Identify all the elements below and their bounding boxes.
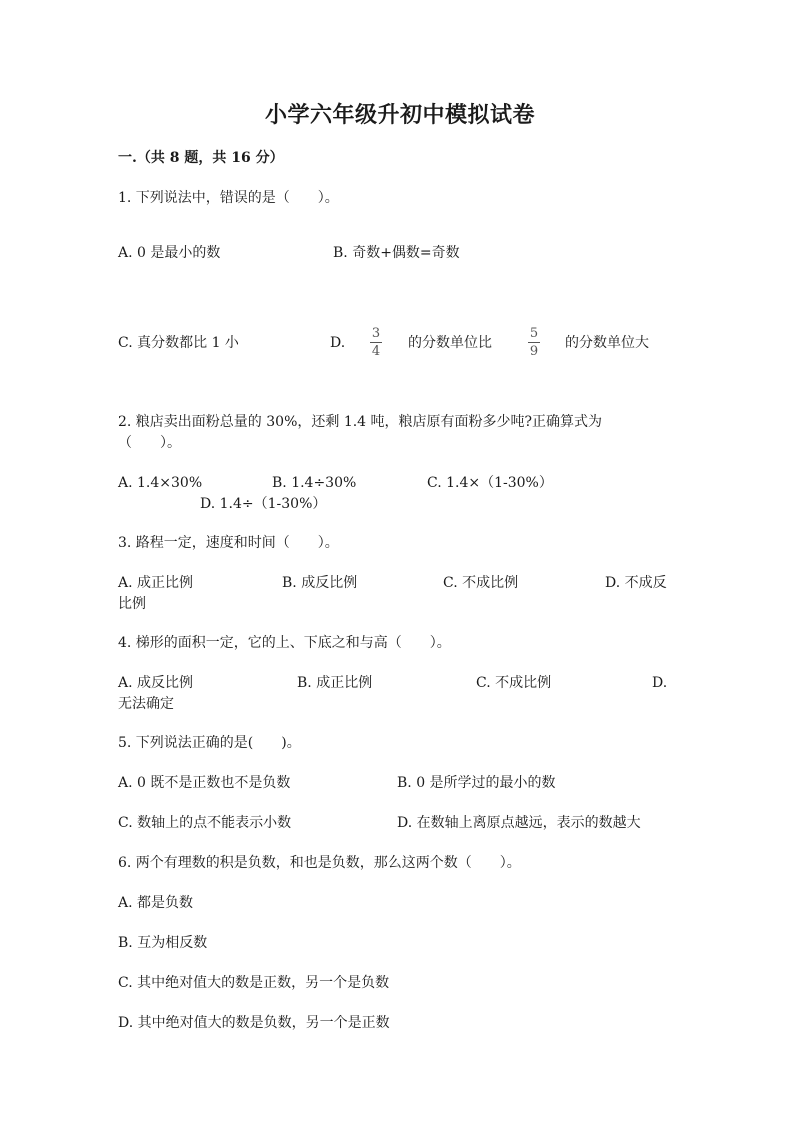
question-1-option-b: B. 奇数+偶数=奇数 — [333, 245, 460, 261]
question-5-stem: 5. 下列说法正确的是( )。 — [118, 735, 301, 751]
question-4-option-d-line-2: 无法确定 — [118, 696, 174, 712]
question-4-option-a: A. 成反比例 — [118, 675, 194, 691]
question-2-stem-line-1: 2. 粮店卖出面粉总量的 30%，还剩 1.4 吨，粮店原有面粉多少吨?正确算式为 — [118, 414, 603, 430]
question-1-option-c: C. 真分数都比 1 小 — [118, 335, 239, 351]
question-1-option-d-end: 的分数单位大 — [565, 335, 649, 351]
question-3-option-a: A. 成正比例 — [118, 575, 194, 591]
question-5-option-d: D. 在数轴上离原点越远，表示的数越大 — [397, 815, 641, 831]
fraction-numerator: 5 — [529, 326, 539, 341]
question-6-option-a: A. 都是负数 — [118, 895, 194, 911]
fraction-bar — [370, 342, 382, 343]
question-3-option-d-line-2: 比例 — [118, 596, 146, 612]
question-4-option-c: C. 不成比例 — [476, 675, 552, 691]
question-2-option-b: B. 1.4÷30% — [272, 475, 357, 491]
question-4-option-b: B. 成正比例 — [297, 675, 373, 691]
question-1-option-d-middle: 的分数单位比 — [408, 335, 492, 351]
question-6-option-d: D. 其中绝对值大的数是负数，另一个是正数 — [118, 1015, 390, 1031]
question-6-stem: 6. 两个有理数的积是负数，和也是负数，那么这两个数（ ）。 — [118, 855, 521, 871]
question-4-option-d-line-1: D. — [652, 675, 668, 691]
question-1-option-a: A. 0 是最小的数 — [118, 245, 221, 261]
question-1-option-d-prefix: D. — [330, 335, 346, 351]
question-4-stem: 4. 梯形的面积一定，它的上、下底之和与高（ ）。 — [118, 635, 451, 651]
question-3-option-d-line-1: D. 不成反 — [605, 575, 667, 591]
question-3-stem: 3. 路程一定，速度和时间（ ）。 — [118, 535, 339, 551]
question-3-option-b: B. 成反比例 — [282, 575, 358, 591]
question-6-option-c: C. 其中绝对值大的数是正数，另一个是负数 — [118, 975, 390, 991]
question-5-option-a: A. 0 既不是正数也不是负数 — [118, 775, 291, 791]
page-title: 小学六年级升初中模拟试卷 — [264, 102, 535, 128]
fraction-three-fourths — [368, 326, 384, 359]
question-5-option-b: B. 0 是所学过的最小的数 — [397, 775, 556, 791]
fraction-denominator: 9 — [529, 344, 539, 359]
question-5-option-c: C. 数轴上的点不能表示小数 — [118, 815, 292, 831]
question-3-option-c: C. 不成比例 — [443, 575, 519, 591]
question-2-option-a: A. 1.4×30% — [118, 475, 203, 491]
question-2-option-c: C. 1.4×（1-30%） — [427, 475, 553, 491]
question-2-stem-line-2: （ ）。 — [118, 435, 181, 451]
question-1-stem: 1. 下列说法中，错误的是（ ）。 — [118, 190, 339, 206]
fraction-numerator: 3 — [371, 326, 381, 341]
fraction-denominator: 4 — [371, 344, 381, 359]
fraction-bar — [528, 342, 540, 343]
question-2-option-d: D. 1.4÷（1-30%） — [200, 496, 327, 512]
fraction-five-ninths — [526, 326, 542, 359]
section-header: 一.（共 8 题，共 16 分） — [118, 150, 284, 166]
question-6-option-b: B. 互为相反数 — [118, 935, 208, 951]
